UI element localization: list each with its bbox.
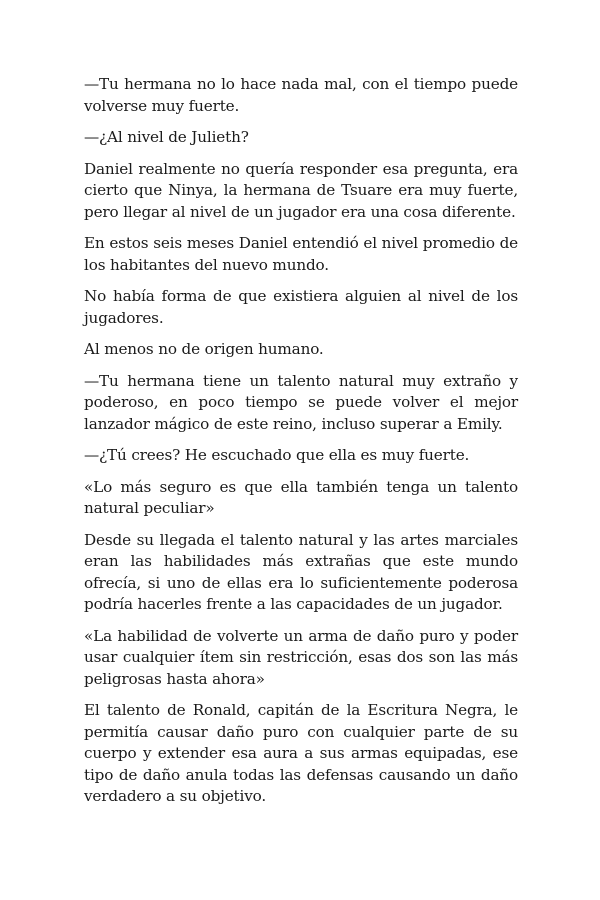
paragraph: «Lo más seguro es que ella también tenga un talento natural peculiar» [84, 477, 518, 517]
paragraph: El talento de Ronald, capitán de la Escritura Negra, le permitía causar daño puro con cualquier parte de su cuerpo y extender esa aura a sus armas equipadas, ese tipo de daño anula todas las defensas causando un daño verdadero a su objetivo. [84, 701, 518, 805]
paragraph: —Tu hermana tiene un talento natural muy extraño y poderoso, en poco tiempo se puede volver el mejor lanzador mágico de este reino, incluso superar a Emily. [84, 371, 518, 433]
paragraph: No había forma de que existiera alguien al nivel de los jugadores. [84, 287, 518, 327]
paragraph: «La habilidad de volverte un arma de daño puro y poder usar cualquier ítem sin restricción, esas dos son las más peligrosas hasta ahora» [84, 626, 518, 688]
paragraph: En estos seis meses Daniel entendió el nivel promedio de los habitantes del nuevo mundo. [84, 234, 518, 274]
paragraph: Al menos no de origen humano. [84, 340, 324, 358]
paragraph: —¿Tú crees? He escuchado que ella es muy fuerte. [84, 446, 470, 464]
paragraph: Desde su llegada el talento natural y las artes marciales eran las habilidades más extrañas que este mundo ofrecía, si uno de ellas era lo suficientemente poderosa podría hacerles frente a las capacidades de un jugador. [84, 530, 518, 613]
paragraph: Daniel realmente no quería responder esa pregunta, era cierto que Ninya, la hermana de Tsuare era muy fuerte, pero llegar al nivel de un jugador era una cosa diferente. [84, 159, 518, 221]
paragraph: —Tu hermana no lo hace nada mal, con el tiempo puede volverse muy fuerte. [84, 75, 518, 115]
page-text [84, 74, 518, 818]
paragraph: —¿Al nivel de Julieth? [84, 128, 249, 146]
